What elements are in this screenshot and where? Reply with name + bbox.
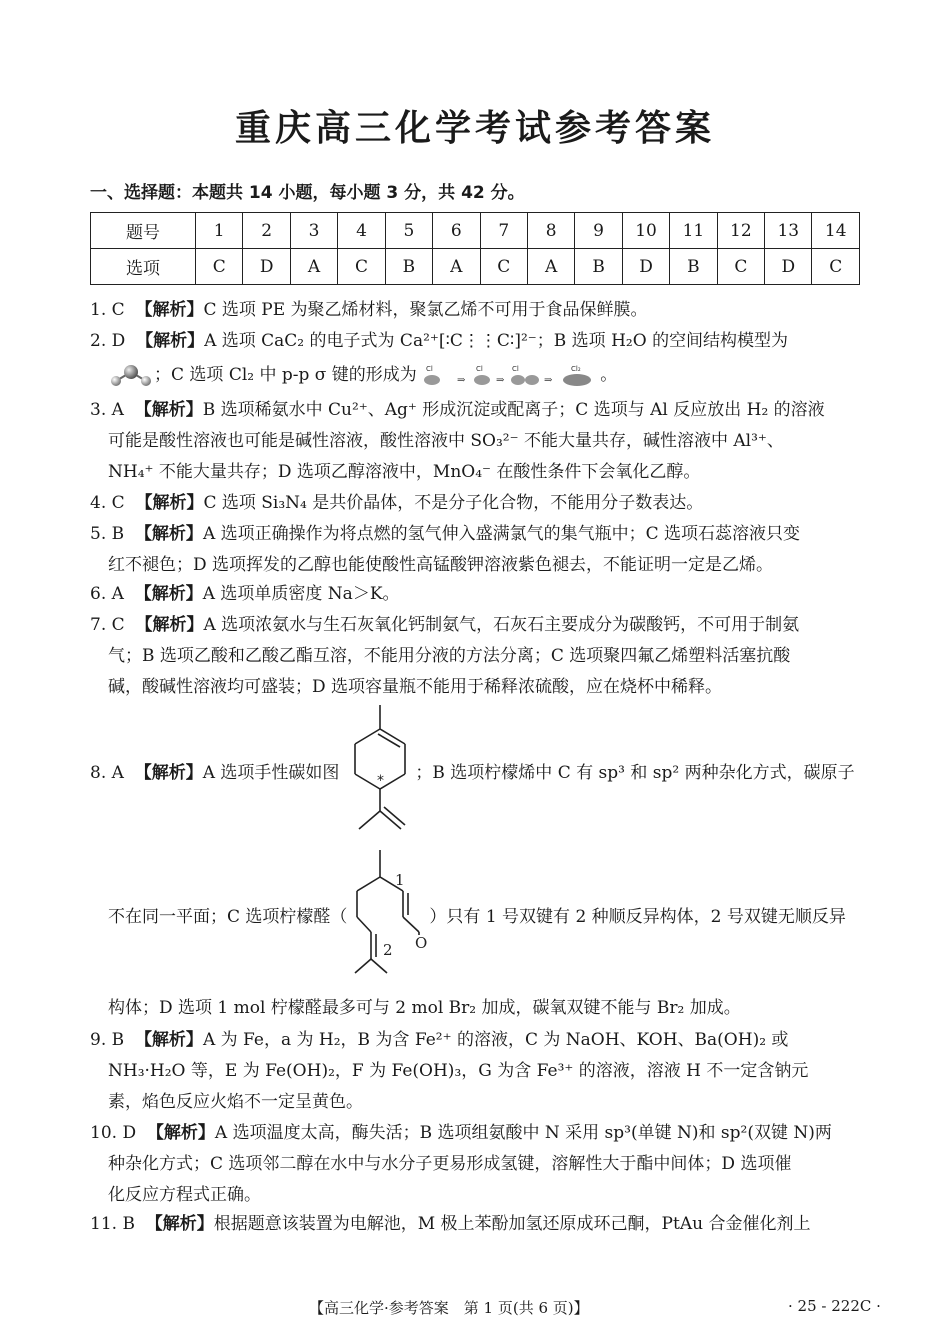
explanation-text: 可能是酸性溶液也可能是碱性溶液，酸性溶液中 SO₃²⁻ 不能大量共存，碱性溶液中 Al³⁺、 bbox=[108, 431, 784, 451]
question-number-cell: 9 bbox=[575, 213, 622, 249]
explanation-text: 化反应方程式正确。 bbox=[108, 1185, 261, 1205]
answer-cell: A bbox=[433, 249, 480, 285]
answer-explanation-2 bbox=[90, 326, 862, 357]
explanation-text: 不在同一平面；C 选项柠檬醛（ bbox=[108, 907, 348, 927]
water-molecule-model-icon bbox=[108, 364, 154, 388]
explanation-text: 气；B 选项乙酸和乙酸乙酯互溶，不能用分液的方法分离；C 选项聚四氟乙烯塑料活塞抗酸 bbox=[108, 646, 791, 666]
explanation-text: 构体；D 选项 1 mol 柠檬醛最多可与 2 mol Br₂ 加成，碳氧双键不能与 Br₂ 加成。 bbox=[108, 998, 741, 1018]
answer-explanation-5 bbox=[90, 519, 862, 581]
cl-label: Cl bbox=[512, 364, 520, 373]
explanation-text: A 选项温度太高，酶失活；B 选项组氨酸中 N 采用 sp³(单键 N)和 sp²(双键 N)两 bbox=[214, 1123, 832, 1143]
oxygen-label: O bbox=[415, 934, 428, 952]
explanation-text: NH₄⁺ 不能大量共存；D 选项乙醇溶液中，MnO₄⁻ 在酸性条件下会氧化乙醇。 bbox=[108, 462, 701, 482]
explanation-text: A 为 Fe，a 为 H₂，B 为含 Fe²⁺ 的溶液，C 为 NaOH、KOH、Ba(OH)₂ 或 bbox=[202, 1030, 789, 1050]
analysis-tag: 【解析】 bbox=[145, 1214, 214, 1234]
question-number-cell: 3 bbox=[290, 213, 337, 249]
answer-row bbox=[91, 249, 860, 285]
answer-cell: C bbox=[812, 249, 860, 285]
explanation-text: 红不褪色；D 选项挥发的乙醇也能使酸性高锰酸钾溶液紫色褪去，不能证明一定是乙烯。 bbox=[108, 555, 774, 575]
question-number-cell: 1 bbox=[196, 213, 243, 249]
explanation-text: 。 bbox=[600, 365, 618, 385]
analysis-tag: 【解析】 bbox=[136, 331, 205, 351]
answer-cell: D bbox=[243, 249, 290, 285]
answer-head: 11. B bbox=[90, 1214, 135, 1234]
answer-explanation-8-line3 bbox=[108, 993, 858, 1024]
answer-cell: C bbox=[717, 249, 764, 285]
answer-head: 5. B bbox=[90, 524, 125, 544]
limonene-structure bbox=[345, 703, 415, 833]
explanation-text: 素，焰色反应火焰不一定呈黄色。 bbox=[108, 1092, 363, 1112]
row-label: 题号 bbox=[91, 213, 196, 249]
explanation-text: C 选项 Si₃N₄ 是共价晶体，不是分子化合物，不能用分子数表达。 bbox=[203, 493, 704, 513]
analysis-tag: 【解析】 bbox=[135, 493, 204, 513]
question-number-cell: 13 bbox=[765, 213, 812, 249]
question-number-cell: 8 bbox=[527, 213, 574, 249]
question-number-cell: 11 bbox=[670, 213, 717, 249]
answer-explanation-6 bbox=[90, 579, 862, 610]
question-number-cell: 5 bbox=[385, 213, 432, 249]
answer-explanation-7 bbox=[90, 610, 862, 703]
chiral-star: * bbox=[377, 773, 384, 789]
explanation-text: ）只有 1 号双键有 2 种顺反异构体，2 号双键无顺反异 bbox=[429, 907, 846, 927]
answer-explanation-10 bbox=[90, 1118, 862, 1211]
answer-explanation-2-line2 bbox=[108, 360, 858, 391]
cl2-label: Cl₂ bbox=[571, 364, 581, 373]
question-number-cell: 10 bbox=[622, 213, 669, 249]
analysis-tag: 【解析】 bbox=[134, 400, 203, 420]
explanation-text: A 选项单质密度 Na＞K。 bbox=[202, 584, 400, 604]
arrow-icon: ⇒ bbox=[457, 374, 466, 386]
page-title: 重庆高三化学考试参考答案 bbox=[234, 108, 715, 149]
explanation-text: A 选项手性碳如图 bbox=[202, 763, 340, 783]
p-p-sigma-bond-diagram bbox=[422, 363, 600, 389]
explanation-text: ；B 选项柠檬烯中 C 有 sp³ 和 sp² 两种杂化方式，碳原子 bbox=[415, 763, 855, 783]
answer-cell: A bbox=[527, 249, 574, 285]
explanation-text: C 选项 PE 为聚乙烯材料，聚氯乙烯不可用于食品保鲜膜。 bbox=[203, 300, 648, 320]
answer-head: 9. B bbox=[90, 1030, 125, 1050]
answer-cell: C bbox=[338, 249, 385, 285]
answer-head: 6. A bbox=[90, 584, 124, 604]
answer-cell: D bbox=[622, 249, 669, 285]
explanation-text: 种杂化方式；C 选项邻二醇在水中与水分子更易形成氢键，溶解性大于酯中间体；D 选项催 bbox=[108, 1154, 792, 1174]
section-heading: 一、选择题：本题共 14 小题，每小题 3 分，共 42 分。 bbox=[90, 183, 525, 203]
footer-page-info: 【高三化学·参考答案 第 1 页(共 6 页)】 bbox=[309, 1299, 589, 1317]
explanation-text: A 选项 CaC₂ 的电子式为 Ca²⁺[∶C⋮⋮C∶]²⁻；B 选项 H₂O 的空间结构模型为 bbox=[204, 331, 789, 351]
question-number-cell: 7 bbox=[480, 213, 527, 249]
analysis-tag: 【解析】 bbox=[135, 300, 204, 320]
double-bond-label-1: 1 bbox=[395, 871, 405, 889]
analysis-tag: 【解析】 bbox=[135, 615, 204, 635]
cl-label: Cl bbox=[476, 364, 484, 373]
answer-cell: C bbox=[196, 249, 243, 285]
question-number-cell: 12 bbox=[717, 213, 764, 249]
double-bond-label-2: 2 bbox=[383, 941, 393, 959]
answer-cell: C bbox=[480, 249, 527, 285]
citral-structure bbox=[343, 847, 438, 987]
explanation-text: A 选项正确操作为将点燃的氢气伸入盛满氯气的集气瓶中；C 选项石蕊溶液只变 bbox=[202, 524, 801, 544]
answer-head: 8. A bbox=[90, 763, 124, 783]
analysis-tag: 【解析】 bbox=[134, 524, 203, 544]
answer-head: 2. D bbox=[90, 331, 126, 351]
explanation-text: A 选项浓氨水与生石灰氧化钙制氨气，石灰石主要成分为碳酸钙，不可用于制氨 bbox=[203, 615, 800, 635]
answer-head: 4. C bbox=[90, 493, 125, 513]
answer-explanation-9 bbox=[90, 1025, 862, 1118]
answer-head: 3. A bbox=[90, 400, 124, 420]
answer-explanation-11 bbox=[90, 1209, 862, 1240]
explanation-text: B 选项稀氨水中 Cu²⁺、Ag⁺ 形成沉淀或配离子；C 选项与 Al 反应放出 H₂ 的溶液 bbox=[202, 400, 825, 420]
footer-code: · 25 - 222C · bbox=[788, 1297, 881, 1315]
question-number-row bbox=[91, 213, 860, 249]
answer-explanation-8 bbox=[90, 758, 862, 789]
answer-head: 1. C bbox=[90, 300, 125, 320]
question-number-cell: 14 bbox=[812, 213, 860, 249]
cl-label: Cl bbox=[426, 364, 434, 373]
answer-head: 10. D bbox=[90, 1123, 137, 1143]
question-number-cell: 6 bbox=[433, 213, 480, 249]
row-label: 选项 bbox=[91, 249, 196, 285]
answer-table bbox=[90, 212, 860, 285]
analysis-tag: 【解析】 bbox=[146, 1123, 215, 1143]
arrow-icon: ⇒ bbox=[544, 374, 553, 386]
explanation-text: NH₃·H₂O 等，E 为 Fe(OH)₂，F 为 Fe(OH)₃，G 为含 Fe³⁺ 的溶液，溶液 H 不一定含钠元 bbox=[108, 1061, 809, 1081]
arrow-icon: ⇒ bbox=[496, 374, 505, 386]
question-number-cell: 4 bbox=[338, 213, 385, 249]
answer-explanation-8-line2 bbox=[108, 902, 858, 933]
answer-cell: B bbox=[575, 249, 622, 285]
analysis-tag: 【解析】 bbox=[134, 1030, 203, 1050]
answer-explanation-1 bbox=[90, 295, 862, 326]
explanation-text: 碱，酸碱性溶液均可盛装；D 选项容量瓶不能用于稀释浓硫酸，应在烧杯中稀释。 bbox=[108, 677, 723, 697]
answer-head: 7. C bbox=[90, 615, 125, 635]
answer-cell: B bbox=[670, 249, 717, 285]
explanation-text: 根据题意该装置为电解池，M 极上苯酚加氢还原成环己酮，PtAu 合金催化剂上 bbox=[213, 1214, 811, 1234]
question-number-cell: 2 bbox=[243, 213, 290, 249]
explanation-text: ；C 选项 Cl₂ 中 p-p σ 键的形成为 bbox=[154, 365, 417, 385]
answer-explanation-4 bbox=[90, 488, 862, 519]
answer-cell: A bbox=[290, 249, 337, 285]
answer-cell: B bbox=[385, 249, 432, 285]
answer-explanation-3 bbox=[90, 395, 862, 488]
analysis-tag: 【解析】 bbox=[134, 584, 203, 604]
analysis-tag: 【解析】 bbox=[134, 763, 203, 783]
answer-cell: D bbox=[765, 249, 812, 285]
